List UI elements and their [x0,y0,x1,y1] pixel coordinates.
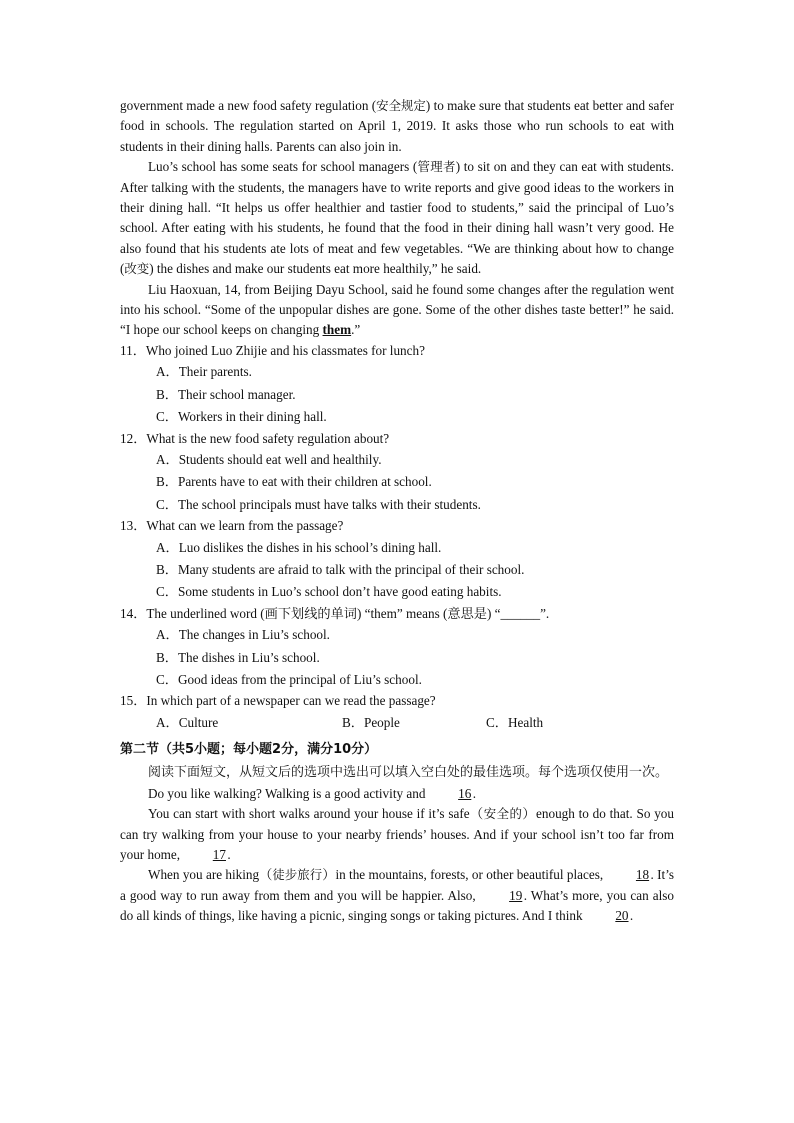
text: Luo’s school has some seats for school managers ( [148,159,418,175]
chinese-gloss: 改变 [124,261,150,277]
text: .” [351,322,361,338]
option-a: A．Culture [156,714,219,730]
text: You can start with short walks around your house if it’s safe（ [148,806,484,822]
option-c: C．Some students in Luo’s school don’t have good eating habits. [156,584,502,600]
option-b: B．Parents have to eat with their children at school. [156,474,432,490]
text: . [227,846,231,862]
option-a: A．Their parents. [156,364,252,380]
chinese-gloss: 管理者 [417,159,456,175]
question-12 [120,429,674,517]
question-14 [120,604,674,692]
passage-paragraph-1 [120,96,674,157]
text: Liu Haoxuan, 14, from Beijing Dayu School, said he found some changes after the regulation went into his school. “Some of the unpopular dishes are gone. Some of the other dishes taste better!” he said. “I hope our school keeps on changing [120,281,674,338]
section-title: 第二节（共5小题；每小题2分，满分10分） [120,742,378,758]
option-b: B．Their school manager. [156,386,296,402]
option-a: A．The changes in Liu’s school. [156,627,330,643]
option-c: C．Good ideas from the principal of Liu’s school. [156,671,422,687]
question-text: 14．The underlined word (画下划线的单词) “them” means (意思是) “______”. [120,605,550,621]
question-11 [120,341,674,429]
blank-17: 17 [212,846,226,862]
text: ）enough to do that. So you can try walking from your house to your nearby friends’ houses. And if your school isn’t too far from your home, [120,806,674,862]
option-b: B．People [342,714,400,730]
exam-page [120,96,674,927]
text: ) the dishes and make our students eat more healthily,” he said. [149,261,482,277]
underlined-word: them [322,322,352,338]
text: . What’s more, you can also do all kinds of things, like having a picnic, singing songs or taking pictures. And I think [120,887,674,924]
question-text: 11．Who joined Luo Zhijie and his classmates for lunch? [120,342,425,358]
cloze-paragraph-3 [120,865,674,926]
blank-18: 18 [635,867,650,883]
text: . [629,908,634,924]
text: . It’s a good way to run away from them and you will be happier. Also, [120,867,675,903]
text: ）in the mountains, forests, or other beautiful places, [322,867,607,883]
chinese-gloss: 安全规定 [376,98,426,113]
text: government made a new food safety regulation ( [120,98,377,113]
inline-options [156,712,674,734]
text: ) to make sure that students eat better and safer food in schools. The regulation started on April 1, 2019. It asks those who run schools to eat with students in their dining halls. Parents can also join in. [120,98,675,154]
question-15 [120,691,674,734]
option-c: C．Workers in their dining hall. [156,409,327,425]
option-c: C．The school principals must have talks with their students. [156,496,481,512]
blank-19: 19 [509,887,523,903]
text: Do you like walking? Walking is a good activity and [148,785,429,801]
option-b: B．The dishes in Liu’s school. [156,649,320,665]
option-a: A．Students should eat well and healthily. [156,451,382,467]
blank-20: 20 [615,908,629,924]
option-c: C．Health [486,714,544,730]
cloze-paragraph-2 [120,804,674,865]
blank-16: 16 [458,785,472,801]
section-instruction: 阅读下面短文，从短文后的选项中选出可以填入空白处的最佳选项。每个选项仅使用一次。 [148,765,669,781]
passage-paragraph-2 [120,157,674,279]
text: ) to sit on and they can eat with students. After talking with the students, the managers have to write reports and give good ideas to the workers in their dining hall. “It helps us offer healthier and tastier food to students,” said the principal of Luo’s school. After eating with his students, he found that the food in their dining hall wasn’t very good. He also found that his students ate lots of meat and few vegetables. “We are thinking about how to change ( [120,159,675,277]
cloze-paragraph-1 [120,784,674,804]
text: When you are hiking（ [148,867,273,883]
question-text: 12．What is the new food safety regulation about? [120,430,390,446]
option-b: B．Many students are afraid to talk with the principal of their school. [156,561,525,577]
question-text: 13．What can we learn from the passage? [120,518,344,534]
option-a: A．Luo dislikes the dishes in his school’s dining hall. [156,539,442,555]
chinese-gloss: 安全的 [483,806,523,822]
text: . [472,785,477,801]
question-13 [120,516,674,604]
passage-paragraph-3 [120,280,674,341]
chinese-gloss: 徒步旅行 [272,867,323,883]
question-text: 15．In which part of a newspaper can we read the passage? [120,693,436,709]
